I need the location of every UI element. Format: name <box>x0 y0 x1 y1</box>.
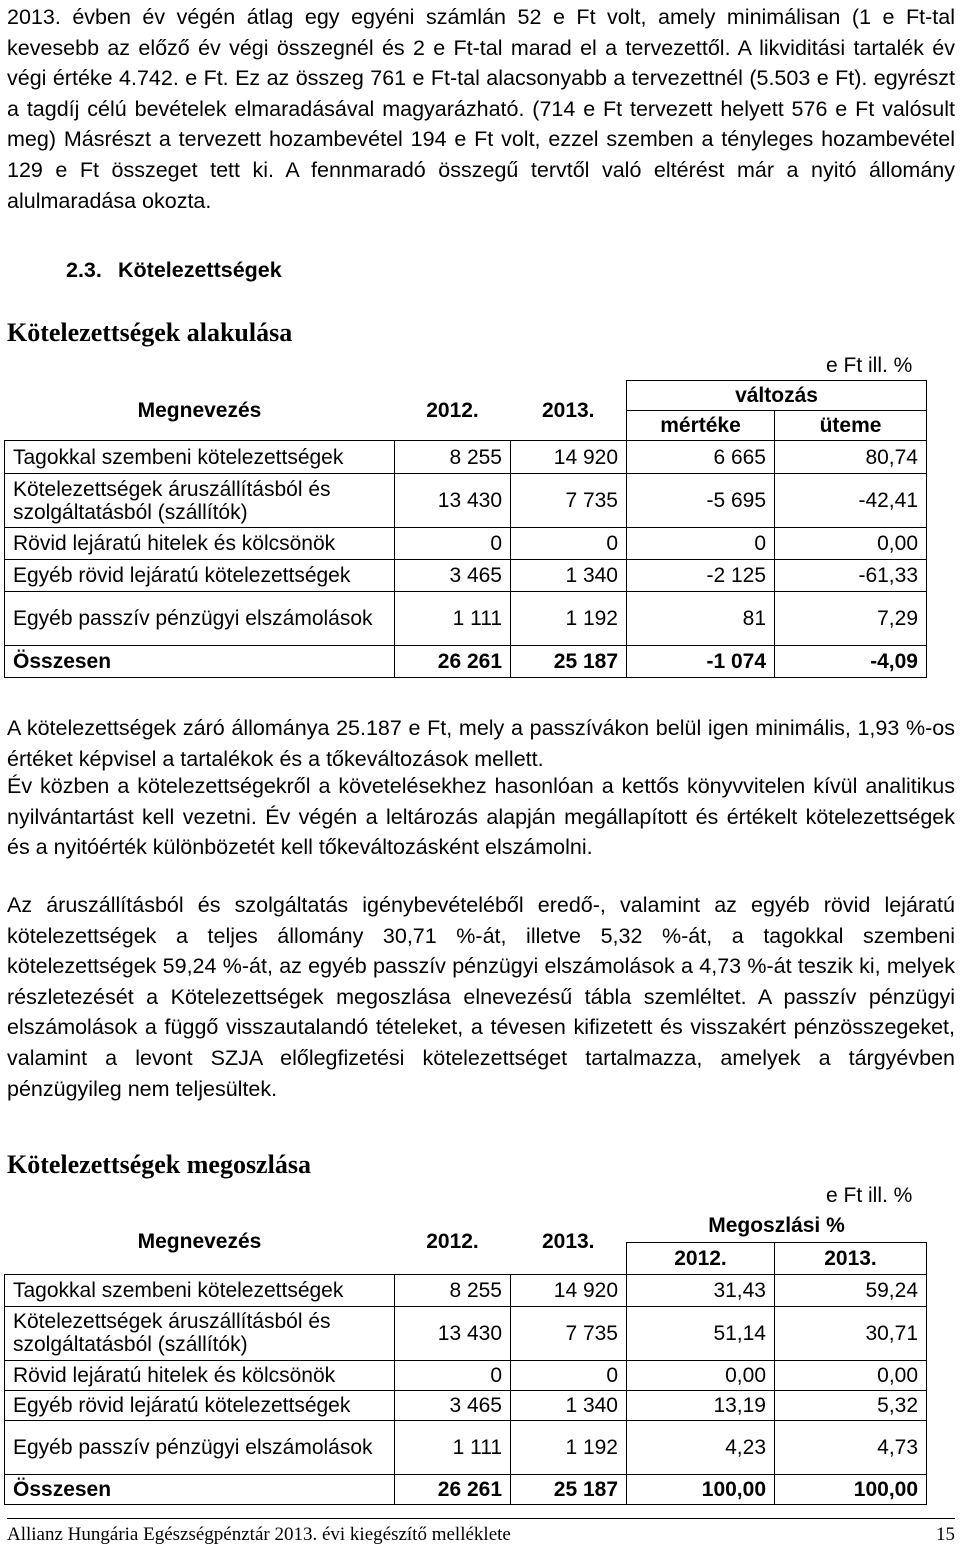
table2-total-share-2012: 100,00 <box>627 1474 775 1504</box>
table-row <box>5 1390 927 1420</box>
table2-total-2012: 26 261 <box>395 1474 511 1504</box>
table2-row-share-2013: 30,71 <box>775 1306 927 1360</box>
table1-row-name: Rövid lejáratú hitelek és kölcsönök <box>5 528 395 560</box>
table1-row-2013: 1 340 <box>511 560 627 592</box>
table1-row-amount: 81 <box>627 592 775 646</box>
table2-unit: e Ft ill. % <box>826 1184 913 1207</box>
table2-header-2012: 2012. <box>395 1210 511 1274</box>
table2-row-share-2012: 0,00 <box>627 1360 775 1390</box>
table2 <box>4 1210 927 1505</box>
table2-row-name: Egyéb rövid lejáratú kötelezettségek <box>5 1390 395 1420</box>
table1-header-2013: 2013. <box>511 381 627 441</box>
table1-row-2013: 7 735 <box>511 474 627 528</box>
table2-header-2013: 2013. <box>511 1210 627 1274</box>
section-title: Kötelezettségek <box>118 258 282 282</box>
table1-header-2012: 2012. <box>395 381 511 441</box>
table1-row-2012: 13 430 <box>395 474 511 528</box>
table2-row-share-2013: 0,00 <box>775 1360 927 1390</box>
intro-paragraph: 2013. évben év végén átlag egy egyéni számlán 52 e Ft volt, amely minimálisan (1 e Ft-tal kevesebb az előző év végi összegnél és 2 e Ft-tal marad el a tervezettől. A likviditási tartalék év végi értéke 4.742. e Ft. Ez az összeg 761 e Ft-tal alacsonyabb a tervezettnél (5.503 e Ft). egyrészt a tagdíj célú bevételek elmaradásával magyarázható. (714 e Ft tervezett helyett 576 e Ft valósult meg) Másrészt a tervezett hozambevétel 194 e Ft volt, ezzel szemben a tényleges hozambevétel 129 e Ft összeget tett ki. A fennmaradó összegű tervtől való eltérést már a nyitó állomány alulmaradása okozta. <box>7 5 955 213</box>
table1-header-change: változás <box>627 381 927 411</box>
table2-row-share-2012: 31,43 <box>627 1274 775 1306</box>
table1-row-2012: 1 111 <box>395 592 511 646</box>
table-row <box>5 1274 927 1306</box>
table2-header-share-2012: 2012. <box>627 1242 775 1274</box>
table1-header-name: Megnevezés <box>5 381 395 441</box>
table1-row-2013: 0 <box>511 528 627 560</box>
table1-row-rate: 80,74 <box>775 441 927 474</box>
table1-row-name: Egyéb passzív pénzügyi elszámolások <box>5 592 395 646</box>
table2-row-name: Tagokkal szembeni kötelezettségek <box>5 1274 395 1306</box>
table2-row-2013: 1 340 <box>511 1390 627 1420</box>
table1-row-name: Kötelezettségek áruszállításból és szolgáltatásból (szállítók) <box>5 474 395 528</box>
table2-row-name: Egyéb passzív pénzügyi elszámolások <box>5 1420 395 1474</box>
table1-row-2012: 8 255 <box>395 441 511 474</box>
table1-row-amount: 0 <box>627 528 775 560</box>
table2-row-name: Rövid lejáratú hitelek és kölcsönök <box>5 1360 395 1390</box>
table2-row-share-2013: 4,73 <box>775 1420 927 1474</box>
table1-total-row <box>5 646 927 678</box>
table2-title: Kötelezettségek megoszlása <box>7 1150 311 1179</box>
table2-total-2013: 25 187 <box>511 1474 627 1504</box>
body-paragraph-3: Az áruszállításból és szolgáltatás igénybevételéből eredő-, valamint az egyéb rövid lejáratú kötelezettségek a teljes állomány 30,71 %-át, illetve 5,32 %-át, a tagokkal szembeni kötelezettségek 59,24 %-át, az egyéb passzív pénzügyi elszámolások a 4,73 %-át teszik ki, melyek részletezését a Kötelezettségek megoszlása elnevezésű tábla szemléltet. A passzív pénzügyi elszámolások a függő visszautalandó tételeket, a tévesen kifizetett és visszakért pénzösszegeket, valamint a levont SZJA előlegfizetési kötelezettséget tartalmazza, amelyek a tárgyévben pénzügyileg nem teljesültek. <box>7 893 955 1101</box>
table1-row-2013: 1 192 <box>511 592 627 646</box>
table-row <box>5 560 927 592</box>
table1-title: Kötelezettségek alakulása <box>7 318 293 347</box>
table1-row-rate: 7,29 <box>775 592 927 646</box>
table-row <box>5 1420 927 1474</box>
page-footer <box>7 1518 955 1549</box>
body-paragraph-1: A kötelezettségek záró állománya 25.187 e Ft, mely a passzívákon belül igen minimális, 1,93 %-os értéket képvisel a tartalékok és a tőkeváltozások mellett. <box>7 716 955 771</box>
table1-row-rate: 0,00 <box>775 528 927 560</box>
table1-row-rate: -42,41 <box>775 474 927 528</box>
table1-total-name: Összesen <box>5 646 395 678</box>
table1-total-2012: 26 261 <box>395 646 511 678</box>
table-row <box>5 1306 927 1360</box>
table-row <box>5 1360 927 1390</box>
section-number: 2.3. <box>66 258 102 282</box>
table2-header-name: Megnevezés <box>5 1210 395 1274</box>
table2-row-2012: 0 <box>395 1360 511 1390</box>
table2-row-2013: 7 735 <box>511 1306 627 1360</box>
table1-total-amount: -1 074 <box>627 646 775 678</box>
table2-row-share-2013: 59,24 <box>775 1274 927 1306</box>
table2-row-2013: 14 920 <box>511 1274 627 1306</box>
table2-row-2012: 13 430 <box>395 1306 511 1360</box>
table2-row-2012: 1 111 <box>395 1420 511 1474</box>
table2-row-share-2013: 5,32 <box>775 1390 927 1420</box>
table-row <box>5 528 927 560</box>
table-row <box>5 441 927 474</box>
table1-row-2012: 3 465 <box>395 560 511 592</box>
footer-text: Allianz Hungária Egészségpénztár 2013. évi kiegészítő melléklete <box>7 1524 511 1545</box>
table1-total-rate: -4,09 <box>775 646 927 678</box>
table1-row-name: Tagokkal szembeni kötelezettségek <box>5 441 395 474</box>
table1 <box>4 380 927 678</box>
table2-row-2012: 3 465 <box>395 1390 511 1420</box>
table-row <box>5 592 927 646</box>
table2-row-share-2012: 4,23 <box>627 1420 775 1474</box>
table2-row-name: Kötelezettségek áruszállításból és szolgáltatásból (szállítók) <box>5 1306 395 1360</box>
table1-row-2013: 14 920 <box>511 441 627 474</box>
page-number: 15 <box>936 1524 955 1545</box>
table-row <box>5 474 927 528</box>
body-paragraph-2: Év közben a kötelezettségekről a követelésekhez hasonlóan a kettős könyvvitelen kívül analitikus nyilvántartást kell vezetni. Év végén a leltározás alapján megállapított és értékelt kötelezettségek és a nyitóérték különbözetét kell tőkeváltozásként elszámolni. <box>7 774 955 860</box>
table1-header-rate: üteme <box>775 411 927 441</box>
table2-total-row <box>5 1474 927 1504</box>
table1-unit: e Ft ill. % <box>826 354 913 377</box>
table2-header-share-2013: 2013. <box>775 1242 927 1274</box>
table2-row-2012: 8 255 <box>395 1274 511 1306</box>
table1-row-amount: 6 665 <box>627 441 775 474</box>
table1-row-amount: -5 695 <box>627 474 775 528</box>
table1-row-name: Egyéb rövid lejáratú kötelezettségek <box>5 560 395 592</box>
table1-row-rate: -61,33 <box>775 560 927 592</box>
table1-row-2012: 0 <box>395 528 511 560</box>
table2-row-share-2012: 51,14 <box>627 1306 775 1360</box>
table1-header-amount: mértéke <box>627 411 775 441</box>
table2-row-2013: 0 <box>511 1360 627 1390</box>
table2-header-share: Megoszlási % <box>627 1210 927 1242</box>
table1-total-2013: 25 187 <box>511 646 627 678</box>
table2-row-2013: 1 192 <box>511 1420 627 1474</box>
table1-row-amount: -2 125 <box>627 560 775 592</box>
table2-total-share-2013: 100,00 <box>775 1474 927 1504</box>
table2-row-share-2012: 13,19 <box>627 1390 775 1420</box>
table2-total-name: Összesen <box>5 1474 395 1504</box>
